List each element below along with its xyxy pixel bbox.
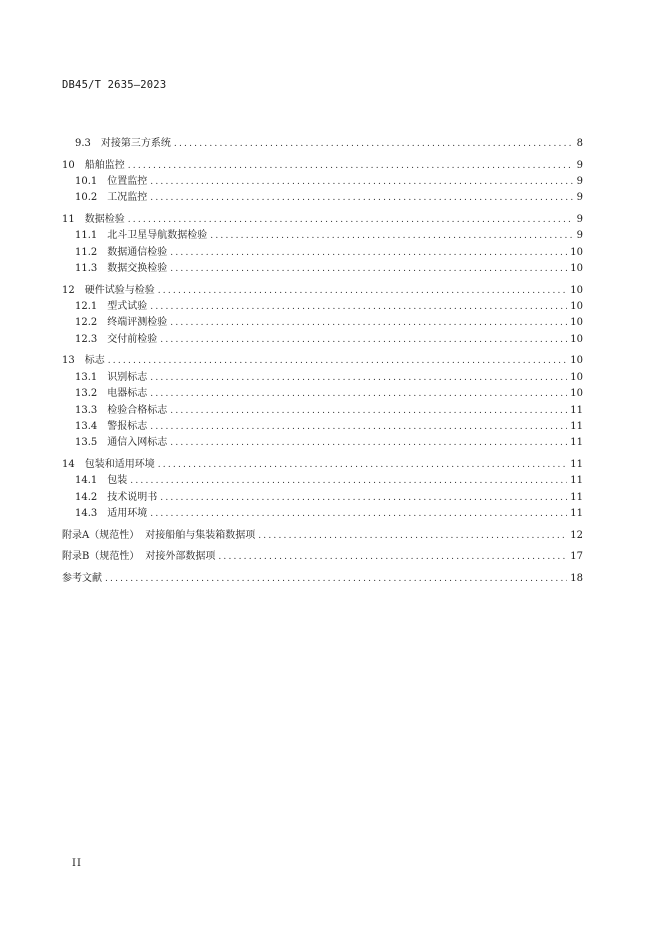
toc-entry-number: 11.3	[75, 263, 98, 275]
toc-entry-title: 对接船舶与集装箱数据项	[145, 529, 256, 541]
toc-entry-page: 8	[576, 138, 583, 149]
toc-entry-number: 14.2	[75, 491, 98, 503]
toc-entry[interactable]	[62, 261, 583, 277]
toc-entry-number: 11	[62, 213, 75, 225]
toc-entry-page: 10	[570, 355, 583, 367]
toc-dot-leader	[170, 403, 567, 419]
toc-dot-leader	[170, 435, 567, 451]
toc-dot-leader	[174, 136, 574, 152]
toc-entry-number: 13.4	[75, 421, 98, 432]
toc-entry-page: 10	[570, 388, 583, 400]
toc-entry-page: 18	[570, 572, 583, 584]
toc-entry[interactable]	[62, 353, 583, 369]
toc-dot-leader	[158, 457, 568, 473]
toc-entry-title: 位置监控	[107, 175, 148, 187]
toc-entry-page: 12	[570, 529, 583, 541]
toc-entry-page: 10	[570, 333, 583, 345]
toc-entry-title: 包装	[107, 475, 128, 487]
toc-entry[interactable]	[62, 435, 583, 451]
toc-entry-title: 硬件试验与检验	[84, 284, 155, 296]
toc-entry[interactable]	[62, 419, 583, 435]
toc-entry-title: 数据检验	[84, 213, 125, 225]
page-number-footer: II	[72, 858, 82, 869]
toc-entry-title: 识别标志	[107, 371, 148, 383]
toc-entry-title: 技术说明书	[107, 491, 158, 503]
toc-entry[interactable]	[62, 506, 583, 522]
toc-entry-number: 9.3	[75, 138, 91, 149]
toc-entry-title: 船舶监控	[84, 159, 125, 171]
toc-entry[interactable]	[62, 528, 583, 544]
toc-entry[interactable]	[62, 158, 583, 174]
toc-entry-title: 型式试验	[107, 301, 148, 313]
toc-entry-page: 10	[570, 301, 583, 313]
toc-entry[interactable]	[62, 315, 583, 331]
toc-dot-leader	[158, 283, 568, 299]
toc-entry-title: 对接外部数据项	[145, 551, 216, 563]
toc-entry-page: 11	[570, 508, 583, 520]
toc-entry[interactable]	[62, 136, 583, 152]
toc-dot-leader	[170, 245, 567, 261]
toc-entry-title: 警报标志	[107, 421, 148, 432]
toc-dot-leader	[150, 370, 567, 386]
toc-dot-leader	[160, 332, 567, 348]
toc-entry-number: 13.5	[75, 437, 98, 449]
toc-entry-page: 11	[570, 475, 583, 487]
toc-entry-page: 10	[570, 284, 583, 296]
toc-entry-title: 数据交换检验	[107, 263, 168, 275]
toc-entry-number: 13.2	[75, 388, 98, 400]
toc-entry[interactable]	[62, 283, 583, 299]
document-code-header: DB45/T 2635—2023	[62, 79, 167, 91]
toc-entry-page: 10	[570, 263, 583, 275]
toc-dot-leader	[170, 315, 567, 331]
toc-entry[interactable]	[62, 370, 583, 386]
toc-entry-page: 11	[570, 404, 583, 416]
toc-entry-title: 交付前检验	[107, 333, 158, 345]
toc-entry-title: 北斗卫星导航数据检验	[107, 230, 208, 242]
toc-entry[interactable]	[62, 212, 583, 228]
toc-entry-page: 10	[570, 371, 583, 383]
toc-entry-title: 通信入网标志	[107, 437, 168, 449]
toc-entry-page: 9	[576, 175, 583, 187]
toc-entry-number: 12.2	[75, 317, 98, 329]
toc-dot-leader	[128, 158, 574, 174]
toc-dot-leader	[150, 190, 573, 206]
toc-entry-number: 14.1	[75, 475, 98, 487]
toc-entry-page: 11	[570, 458, 583, 470]
toc-entry-number: 12.3	[75, 333, 98, 345]
toc-entry-title: 对接第三方系统	[100, 138, 171, 149]
toc-entry-number: 10.1	[75, 175, 98, 187]
toc-dot-leader	[130, 473, 567, 489]
toc-entry-page: 11	[570, 491, 583, 503]
toc-entry-number: 12	[62, 284, 75, 296]
toc-entry-page: 10	[570, 246, 583, 258]
toc-entry[interactable]	[62, 299, 583, 315]
toc-entry-number: 11.1	[75, 230, 98, 242]
toc-dot-leader	[150, 299, 567, 315]
toc-dot-leader	[128, 212, 574, 228]
toc-entry-number: 14	[62, 458, 75, 470]
toc-entry[interactable]	[62, 174, 583, 190]
toc-entry-number: 附录A（规范性）	[62, 529, 140, 541]
toc-dot-leader	[150, 506, 567, 522]
toc-entry-page: 9	[576, 213, 583, 225]
toc-dot-leader	[150, 419, 567, 435]
toc-entry-page: 11	[570, 421, 583, 432]
toc-entry-page: 10	[570, 317, 583, 329]
toc-entry-number: 10	[62, 159, 75, 171]
toc-entry-title: 参考文献	[62, 572, 102, 584]
toc-entry-page: 17	[570, 551, 583, 563]
toc-entry[interactable]	[62, 403, 583, 419]
toc-entry-number: 14.3	[75, 508, 98, 520]
toc-entry-number: 13.3	[75, 404, 98, 416]
toc-entry-page: 9	[576, 192, 583, 204]
toc-dot-leader	[108, 353, 568, 369]
toc-dot-leader	[210, 228, 573, 244]
toc-entry-page: 9	[576, 230, 583, 242]
toc-entry[interactable]	[62, 386, 583, 402]
toc-entry-number: 11.2	[75, 246, 98, 258]
toc-entry-page: 11	[570, 437, 583, 449]
toc-entry-title: 数据通信检验	[107, 246, 168, 258]
toc-dot-leader	[105, 571, 567, 587]
toc-entry[interactable]	[62, 228, 583, 244]
toc-entry-title: 工况监控	[107, 192, 148, 204]
toc-dot-leader	[218, 549, 567, 565]
toc-entry[interactable]	[62, 332, 583, 348]
toc-entry[interactable]	[62, 549, 583, 565]
toc-entry-number: 附录B（规范性）	[62, 551, 140, 563]
toc-entry-number: 13	[62, 355, 75, 367]
table-of-contents	[62, 136, 583, 587]
toc-dot-leader	[160, 490, 567, 506]
toc-entry-title: 标志	[84, 355, 105, 367]
toc-entry-title: 适用环境	[107, 508, 148, 520]
toc-entry-number: 10.2	[75, 192, 98, 204]
toc-entry-title: 终端评测检验	[107, 317, 168, 329]
toc-entry[interactable]	[62, 190, 583, 206]
toc-entry[interactable]	[62, 571, 583, 587]
toc-dot-leader	[150, 174, 573, 190]
toc-entry-title: 电器标志	[107, 388, 148, 400]
toc-entry[interactable]	[62, 457, 583, 473]
toc-entry-page: 9	[576, 159, 583, 171]
toc-entry[interactable]	[62, 473, 583, 489]
toc-dot-leader	[170, 261, 567, 277]
toc-dot-leader	[258, 528, 567, 544]
toc-entry[interactable]	[62, 490, 583, 506]
toc-entry-number: 13.1	[75, 371, 98, 383]
toc-entry-title: 检验合格标志	[107, 404, 168, 416]
toc-entry-number: 12.1	[75, 301, 98, 313]
toc-entry-title: 包装和适用环境	[84, 458, 155, 470]
toc-entry[interactable]	[62, 245, 583, 261]
toc-dot-leader	[150, 386, 567, 402]
